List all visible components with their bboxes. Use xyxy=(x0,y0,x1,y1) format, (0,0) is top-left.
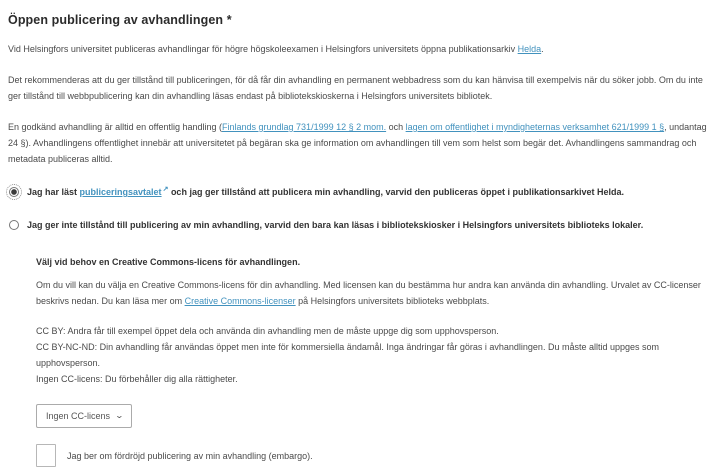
publish-open-option[interactable] xyxy=(8,184,710,200)
publish-closed-radio[interactable] xyxy=(9,220,19,230)
helda-link[interactable]: Helda xyxy=(517,44,542,54)
offentlighetslagen-link[interactable]: lagen om offentlighet i myndigheternas verksamhet 621/1999 1 § xyxy=(405,122,665,132)
embargo-checkbox[interactable] xyxy=(36,444,56,467)
cc-by-description: CC BY: Andra får till exempel öppet dela och använda din avhandling men de måste uppge dig som upphovsperson. xyxy=(36,326,499,336)
chevron-down-icon: ⌄ xyxy=(114,411,125,420)
external-link-icon: ↗ xyxy=(162,186,169,193)
cc-licenser-link[interactable]: Creative Commons-licenser xyxy=(184,296,296,306)
intro-paragraph-public-document: En godkänd avhandling är alltid en offentlig handling (Finlands grundlag 731/1999 12 § 2 mom. och lagen om offentlighet i myndigheternas verksamhet 621/1999 1 §, undantag 24 §). Avhandlingens offentlighet innebär att universitetet på begäran ska ge information om avhandlingen till vem som helst som begär det. Avhandlingens sammandrag och metadata publiceras alltid. xyxy=(8,122,707,164)
form-title: Öppen publicering av avhandlingen * xyxy=(8,13,232,27)
cc-license-section xyxy=(36,254,710,467)
cc-license-descriptions xyxy=(36,323,710,387)
embargo-label: Jag ber om fördröjd publicering av min avhandling (embargo). xyxy=(67,450,313,461)
embargo-option[interactable] xyxy=(36,444,710,467)
cc-license-selected-value: Ingen CC-licens xyxy=(46,411,111,421)
intro-paragraph-helda: Vid Helsingfors universitet publiceras avhandlingar för högre högskoleexamen i Helsingfors universitets öppna publikationsarkiv Helda. xyxy=(8,44,544,54)
cc-license-select[interactable] xyxy=(36,404,132,428)
open-publishing-form xyxy=(8,12,710,467)
intro-paragraph-recommendation: Det rekommenderas att du ger tillstånd till publiceringen, för då får din avhandling en permanent webbadress som du kan hänvisa till exempelvis när du söker jobb. Om du inte ger tillstånd till webbpublicering kan din avhandling läsas endast på bibliotekskioskerna i Helsingfors universitets bibliotek. xyxy=(8,75,703,101)
cc-section-heading: Välj vid behov en Creative Commons-licens för avhandlingen. xyxy=(36,257,301,267)
publish-closed-label: Jag ger inte tillstånd till publicering av min avhandling, varvid den bara kan läsas i bibliotekskiosker i Helsingfors universitets biblioteks lokaler. xyxy=(27,220,644,230)
cc-intro-paragraph: Om du vill kan du välja en Creative Commons-licens för din avhandling. Med licensen kan du bestämma hur andra kan använda din avhandling. Urvalet av CC-licenser beskrivs nedan. Du kan läsa mer om Creative Commons-licenser på Helsingfors universitets biblioteks webbplats. xyxy=(36,280,701,306)
publiceringsavtalet-link[interactable]: publiceringsavtalet↗ xyxy=(79,186,169,197)
publish-closed-option[interactable] xyxy=(8,217,710,233)
cc-by-nc-nd-description: CC BY-NC-ND: Din avhandling får användas öppet men inte för kommersiella ändamål. Inga ändringar får göras i avhandlingen. Du måste alltid uppges som upphovsperson. xyxy=(36,342,659,368)
cc-none-description: Ingen CC-licens: Du förbehåller dig alla rättigheter. xyxy=(36,374,238,384)
publish-open-label: Jag har läst publiceringsavtalet↗ och jag ger tillstånd att publicera min avhandling, varvid den publiceras öppet i publikationsarkivet Helda. xyxy=(27,186,625,197)
publish-open-radio[interactable] xyxy=(9,187,19,197)
grundlag-link[interactable]: Finlands grundlag 731/1999 12 § 2 mom. xyxy=(222,122,387,132)
